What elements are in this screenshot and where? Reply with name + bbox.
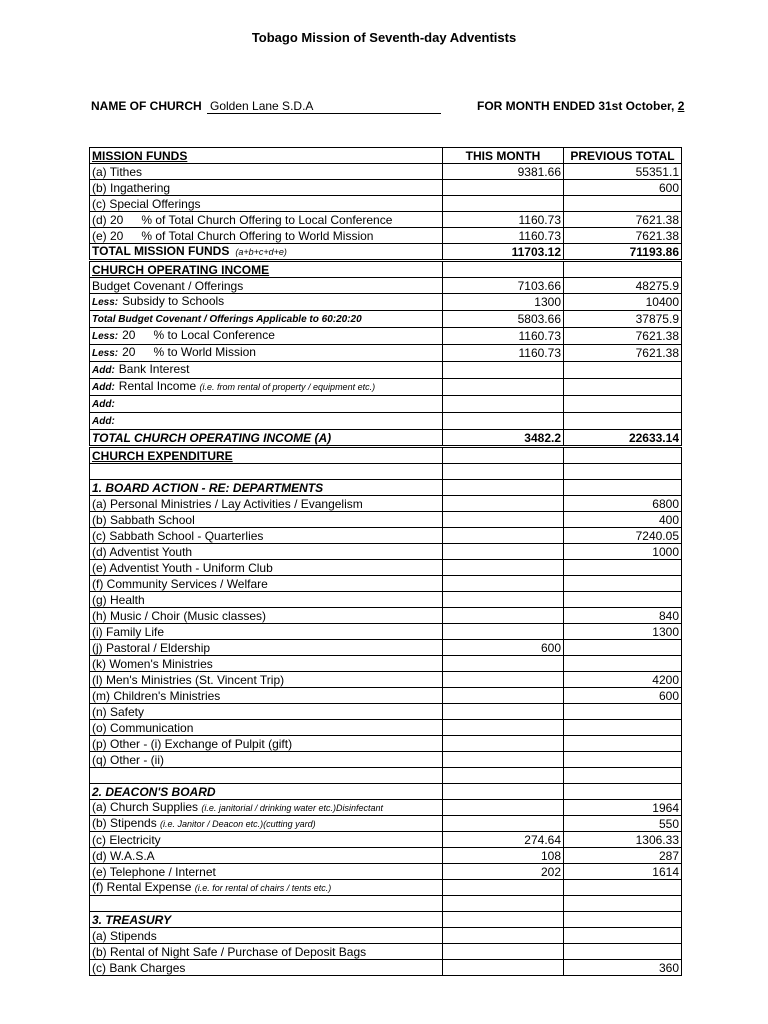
table-row <box>90 816 682 832</box>
table-row <box>90 345 682 362</box>
row-label: (b) Stipends (i.e. Janitor / Deacon etc.)(cutting yard) <box>90 816 443 832</box>
this-month-cell[interactable] <box>443 672 564 688</box>
previous-total-cell[interactable]: 6800 <box>564 496 682 512</box>
table-row <box>90 592 682 608</box>
church-name-field[interactable]: Golden Lane S.D.A <box>207 99 441 114</box>
month-year-fragment: 2 <box>677 99 685 113</box>
blank-row <box>90 768 682 784</box>
row-label: Add: <box>90 413 443 430</box>
table-row <box>90 311 682 328</box>
table-row <box>90 832 682 848</box>
this-month-cell[interactable] <box>443 196 564 212</box>
board-action-rows <box>90 496 682 768</box>
table-row <box>90 672 682 688</box>
table-row <box>90 640 682 656</box>
previous-total-cell[interactable]: 7621.38 <box>564 212 682 228</box>
row-label: (b) Ingathering <box>90 180 443 196</box>
previous-total-cell[interactable] <box>564 928 682 944</box>
table-row <box>90 278 682 294</box>
previous-total-cell[interactable]: 1614 <box>564 864 682 880</box>
row-label: (c) Sabbath School - Quarterlies <box>90 528 443 544</box>
this-month-cell[interactable] <box>443 576 564 592</box>
previous-total-cell[interactable] <box>564 362 682 379</box>
previous-total-cell[interactable]: 1306.33 <box>564 832 682 848</box>
previous-total-cell[interactable] <box>564 396 682 413</box>
row-label: Add: Bank Interest <box>90 362 443 379</box>
table-row <box>90 196 682 212</box>
row-label: (h) Music / Choir (Music classes) <box>90 608 443 624</box>
blank-row <box>90 896 682 912</box>
table-header-row <box>90 148 682 164</box>
table-row <box>90 864 682 880</box>
treasury-rows <box>90 928 682 976</box>
this-month-cell[interactable]: 1160.73 <box>443 212 564 228</box>
row-label: (q) Other - (ii) <box>90 752 443 768</box>
this-month-cell[interactable] <box>443 528 564 544</box>
row-label: (o) Communication <box>90 720 443 736</box>
row-label: (d) Adventist Youth <box>90 544 443 560</box>
this-month-cell[interactable]: 5803.66 <box>443 311 564 328</box>
this-month-cell[interactable] <box>443 944 564 960</box>
previous-total-cell[interactable] <box>564 560 682 576</box>
this-month-cell[interactable] <box>443 928 564 944</box>
this-month-cell[interactable] <box>443 608 564 624</box>
this-month-cell[interactable] <box>443 704 564 720</box>
row-label: Less: Subsidy to Schools <box>90 294 443 311</box>
row-label: (c) Special Offerings <box>90 196 443 212</box>
previous-total-cell[interactable] <box>564 704 682 720</box>
this-month-cell[interactable] <box>443 720 564 736</box>
this-month-cell[interactable] <box>443 688 564 704</box>
row-label: (b) Rental of Night Safe / Purchase of Deposit Bags <box>90 944 443 960</box>
previous-total-cell[interactable]: 4200 <box>564 672 682 688</box>
previous-total-cell[interactable]: 10400 <box>564 294 682 311</box>
previous-total-cell[interactable]: 360 <box>564 960 682 976</box>
table-row <box>90 362 682 379</box>
previous-total-cell[interactable]: 7621.38 <box>564 228 682 244</box>
table-row <box>90 212 682 228</box>
row-label: Less: 20 % to World Mission <box>90 345 443 362</box>
this-month-cell[interactable] <box>443 800 564 816</box>
this-month-cell[interactable] <box>443 752 564 768</box>
previous-total-cell[interactable]: 840 <box>564 608 682 624</box>
previous-total-cell[interactable]: 1964 <box>564 800 682 816</box>
table-row <box>90 512 682 528</box>
row-label: (f) Community Services / Welfare <box>90 576 443 592</box>
previous-total-cell[interactable]: 7621.38 <box>564 345 682 362</box>
table-row <box>90 228 682 244</box>
treasury-heading: 3. TREASURY <box>90 912 443 928</box>
this-month-cell: 11703.12 <box>443 244 564 261</box>
row-label: (b) Sabbath School <box>90 512 443 528</box>
row-label: (c) Electricity <box>90 832 443 848</box>
this-month-cell[interactable] <box>443 624 564 640</box>
previous-total-cell[interactable]: 400 <box>564 512 682 528</box>
this-month-cell[interactable]: 1160.73 <box>443 328 564 345</box>
previous-total-cell[interactable]: 287 <box>564 848 682 864</box>
previous-total-cell[interactable]: 37875.9 <box>564 311 682 328</box>
deacon-board-heading: 2. DEACON'S BOARD <box>90 784 443 800</box>
table-row <box>90 413 682 430</box>
row-label: (p) Other - (i) Exchange of Pulpit (gift) <box>90 736 443 752</box>
previous-total-cell: 22633.14 <box>564 430 682 447</box>
section-heading-row <box>90 447 682 464</box>
previous-total-cell[interactable] <box>564 196 682 212</box>
section-heading-row <box>90 261 682 278</box>
this-month-cell[interactable] <box>443 496 564 512</box>
previous-total-cell: 71193.86 <box>564 244 682 261</box>
row-label: (a) Tithes <box>90 164 443 180</box>
table-row <box>90 720 682 736</box>
table-row <box>90 960 682 976</box>
table-row <box>90 704 682 720</box>
table-row <box>90 396 682 413</box>
row-label: Add: <box>90 396 443 413</box>
this-month-cell[interactable]: 1160.73 <box>443 345 564 362</box>
this-month-cell: 3482.2 <box>443 430 564 447</box>
previous-total-cell[interactable]: 7240.05 <box>564 528 682 544</box>
row-label: (j) Pastoral / Eldership <box>90 640 443 656</box>
this-month-cell[interactable]: 1300 <box>443 294 564 311</box>
table-row <box>90 800 682 816</box>
operating-income-heading: CHURCH OPERATING INCOME <box>90 261 443 278</box>
row-label: (f) Rental Expense (i.e. for rental of chairs / tents etc.) <box>90 880 443 896</box>
row-label: Budget Covenant / Offerings <box>90 278 443 294</box>
this-month-cell[interactable] <box>443 544 564 560</box>
this-month-cell[interactable] <box>443 379 564 396</box>
this-month-cell[interactable] <box>443 592 564 608</box>
this-month-cell[interactable] <box>443 960 564 976</box>
this-month-cell[interactable]: 108 <box>443 848 564 864</box>
row-label: (d) W.A.S.A <box>90 848 443 864</box>
previous-total-cell[interactable] <box>564 736 682 752</box>
previous-total-cell[interactable] <box>564 592 682 608</box>
row-label: (e) Adventist Youth - Uniform Club <box>90 560 443 576</box>
table-row <box>90 928 682 944</box>
sub-heading-row <box>90 912 682 928</box>
row-label: (g) Health <box>90 592 443 608</box>
row-label: (c) Bank Charges <box>90 960 443 976</box>
table-row <box>90 576 682 592</box>
previous-total-cell[interactable]: 7621.38 <box>564 328 682 345</box>
table-row <box>90 688 682 704</box>
month-ended-label: FOR MONTH ENDED 31st October, 2 <box>477 99 685 113</box>
this-month-cell[interactable] <box>443 512 564 528</box>
previous-total-cell[interactable] <box>564 720 682 736</box>
previous-total-cell[interactable]: 600 <box>564 180 682 196</box>
previous-total-cell[interactable] <box>564 656 682 672</box>
table-row <box>90 496 682 512</box>
row-label: (m) Children's Ministries <box>90 688 443 704</box>
this-month-cell[interactable]: 600 <box>443 640 564 656</box>
previous-total-header: PREVIOUS TOTAL <box>564 148 682 164</box>
table-row <box>90 944 682 960</box>
this-month-cell[interactable] <box>443 816 564 832</box>
table-row <box>90 736 682 752</box>
previous-total-cell[interactable] <box>564 752 682 768</box>
table-row <box>90 164 682 180</box>
this-month-cell[interactable] <box>443 880 564 896</box>
row-label: (i) Family Life <box>90 624 443 640</box>
this-month-cell[interactable]: 9381.66 <box>443 164 564 180</box>
this-month-cell[interactable] <box>443 736 564 752</box>
this-month-cell[interactable]: 1160.73 <box>443 228 564 244</box>
previous-total-cell[interactable] <box>564 413 682 430</box>
this-month-cell[interactable] <box>443 396 564 413</box>
table-row <box>90 624 682 640</box>
church-name-label: NAME OF CHURCH <box>91 99 202 113</box>
row-label: Total Budget Covenant / Offerings Applicable to 60:20:20 <box>90 311 443 328</box>
row-label: (a) Stipends <box>90 928 443 944</box>
table-row <box>90 560 682 576</box>
table-row <box>90 656 682 672</box>
row-label: (e) Telephone / Internet <box>90 864 443 880</box>
previous-total-cell[interactable] <box>564 880 682 896</box>
table-row <box>90 608 682 624</box>
table-row <box>90 544 682 560</box>
mission-funds-heading: MISSION FUNDS <box>90 148 443 164</box>
row-label: Add: Rental Income (i.e. from rental of property / equipment etc.) <box>90 379 443 396</box>
total-mission-funds-row <box>90 244 682 261</box>
this-month-cell[interactable]: 274.64 <box>443 832 564 848</box>
this-month-cell[interactable] <box>443 413 564 430</box>
previous-total-cell[interactable]: 550 <box>564 816 682 832</box>
row-label: (k) Women's Ministries <box>90 656 443 672</box>
table-row <box>90 180 682 196</box>
previous-total-cell[interactable]: 1000 <box>564 544 682 560</box>
this-month-cell[interactable] <box>443 362 564 379</box>
this-month-cell[interactable]: 7103.66 <box>443 278 564 294</box>
this-month-cell[interactable]: 202 <box>443 864 564 880</box>
row-label: Less: 20 % to Local Conference <box>90 328 443 345</box>
table-row <box>90 379 682 396</box>
table-row <box>90 880 682 896</box>
this-month-header: THIS MONTH <box>443 148 564 164</box>
row-label: (a) Personal Ministries / Lay Activities / Evangelism <box>90 496 443 512</box>
previous-total-cell[interactable] <box>564 379 682 396</box>
board-action-heading: 1. BOARD ACTION - RE: DEPARTMENTS <box>90 480 443 496</box>
row-label: (a) Church Supplies (i.e. janitorial / drinking water etc.)Disinfectant <box>90 800 443 816</box>
financial-report-table <box>89 147 682 976</box>
table-row <box>90 528 682 544</box>
previous-total-cell[interactable]: 55351.1 <box>564 164 682 180</box>
blank-row <box>90 464 682 480</box>
previous-total-cell[interactable] <box>564 944 682 960</box>
previous-total-cell[interactable] <box>564 640 682 656</box>
this-month-cell[interactable] <box>443 180 564 196</box>
row-label: TOTAL MISSION FUNDS (a+b+c+d+e) <box>90 244 443 261</box>
table-row <box>90 848 682 864</box>
table-row <box>90 752 682 768</box>
sub-heading-row <box>90 480 682 496</box>
row-label: (d) 20 % of Total Church Offering to Local Conference <box>90 212 443 228</box>
previous-total-cell[interactable]: 1300 <box>564 624 682 640</box>
this-month-cell[interactable] <box>443 560 564 576</box>
row-label: (l) Men's Ministries (St. Vincent Trip) <box>90 672 443 688</box>
this-month-cell[interactable] <box>443 656 564 672</box>
previous-total-cell[interactable]: 48275.9 <box>564 278 682 294</box>
previous-total-cell[interactable]: 600 <box>564 688 682 704</box>
expenditure-heading: CHURCH EXPENDITURE <box>90 447 443 464</box>
row-label: (n) Safety <box>90 704 443 720</box>
previous-total-cell[interactable] <box>564 576 682 592</box>
sub-heading-row <box>90 784 682 800</box>
table-row <box>90 294 682 311</box>
table-row <box>90 328 682 345</box>
row-label: (e) 20 % of Total Church Offering to World Mission <box>90 228 443 244</box>
row-label: TOTAL CHURCH OPERATING INCOME (A) <box>90 430 443 447</box>
document-title: Tobago Mission of Seventh-day Adventists <box>251 30 517 45</box>
total-operating-income-row <box>90 430 682 447</box>
